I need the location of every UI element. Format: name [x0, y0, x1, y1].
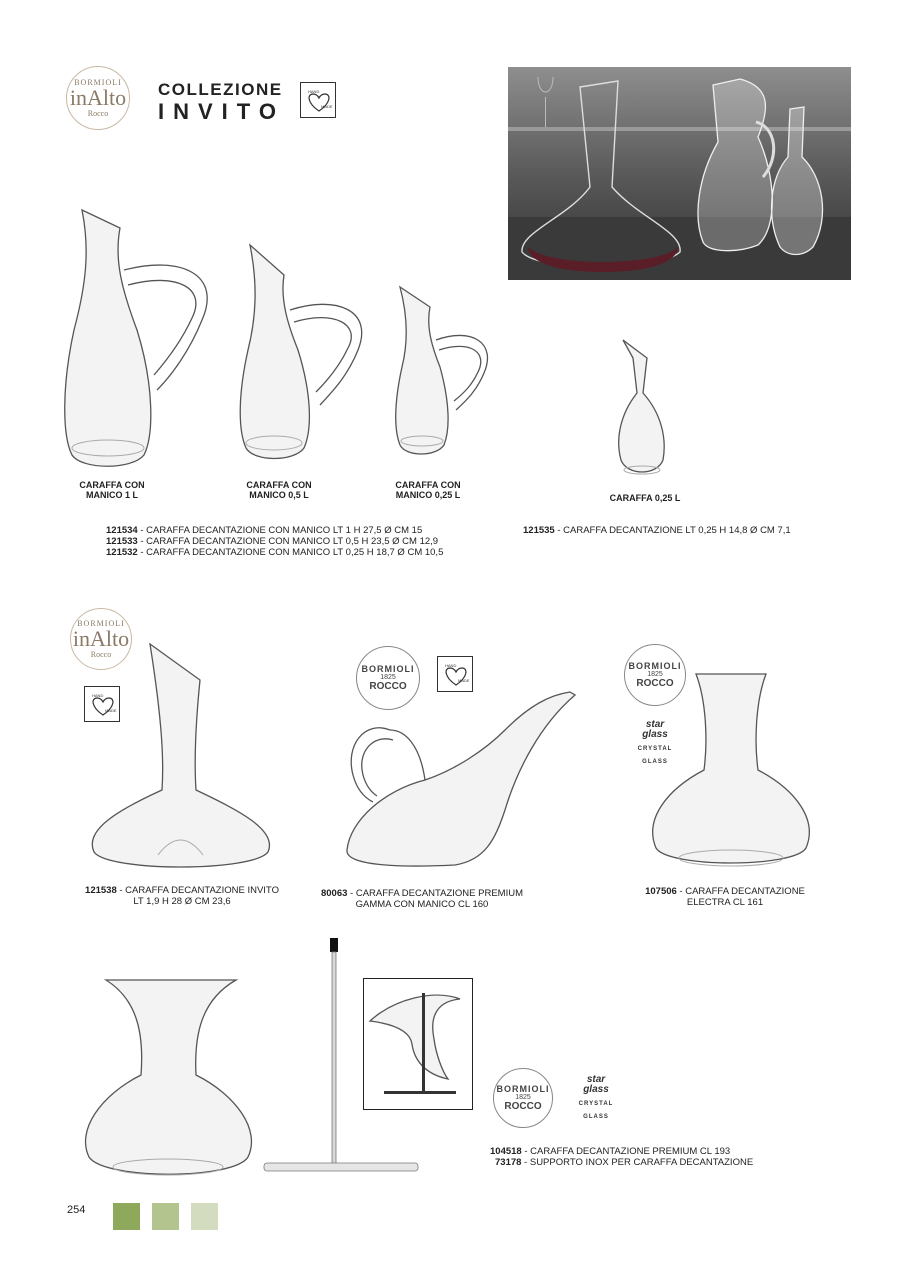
product-photo — [508, 67, 851, 280]
collection-name: INVITO — [158, 99, 285, 124]
svg-text:HAND: HAND — [445, 663, 457, 668]
handmade-icon — [300, 82, 336, 118]
caption-carafe-025l: CARAFFA 0,25 L — [609, 493, 681, 503]
list-item: 73178 - SUPPORTO INOX PER CARAFFA DECANTAZIONE — [495, 1157, 754, 1168]
list-item: 121532 - CARAFFA DECANTAZIONE CON MANICO LT 0,25 H 18,7 Ø CM 10,5 — [106, 547, 444, 558]
svg-text:MADE: MADE — [105, 708, 117, 713]
svg-text:MADE: MADE — [458, 678, 470, 683]
color-swatch — [152, 1203, 179, 1230]
decanter-electra-image — [646, 670, 816, 875]
product-item-carafe: 121535 - CARAFFA DECANTAZIONE LT 0,25 H 14,8 Ø CM 7,1 — [523, 525, 791, 536]
carafe-025l-image — [607, 338, 677, 483]
bormioli-rocco-logo: BORMIOLI 1825 ROCCO — [356, 646, 420, 710]
caption-pitcher-025l: CARAFFA CON MANICO 0,25 L — [395, 480, 461, 500]
bormioli-rocco-logo: BORMIOLI 1825 ROCCO — [493, 1068, 553, 1128]
product-item-gamma: 80063 - CARAFFA DECANTAZIONE PREMIUM GAMMA CON MANICO CL 160 — [320, 888, 523, 910]
pitcher-025l-image — [392, 285, 502, 470]
color-swatch — [113, 1203, 140, 1230]
handmade-icon — [437, 656, 473, 692]
pitcher-1l-image — [62, 200, 222, 475]
collection-label: COLLEZIONE — [158, 80, 283, 99]
decanter-gamma-image — [335, 690, 580, 870]
svg-text:MADE: MADE — [321, 104, 333, 109]
product-list-premium — [490, 1146, 753, 1168]
color-swatch — [191, 1203, 218, 1230]
caption-pitcher-1l: CARAFFA CON MANICO 1 L — [79, 480, 145, 500]
pitcher-05l-image — [236, 240, 376, 470]
page-number: 254 — [67, 1204, 86, 1216]
stand-detail-inset — [363, 978, 473, 1110]
list-item: 121534 - CARAFFA DECANTAZIONE CON MANICO LT 1 H 27,5 Ø CM 15 — [106, 525, 423, 536]
product-list-pitchers — [106, 525, 443, 558]
star-glass-badge: star glass CRYSTAL GLASS — [637, 719, 673, 765]
caption-pitcher-05l: CARAFFA CON MANICO 0,5 L — [246, 480, 312, 500]
product-item-electra: 107506 - CARAFFA DECANTAZIONE ELECTRA CL 161 — [645, 886, 805, 908]
inalto-logo: BORMIOLI inAlto Rocco — [66, 66, 130, 130]
product-item-invito: 121538 - CARAFFA DECANTAZIONE INVITO LT 1,9 H 28 Ø CM 23,6 — [85, 885, 279, 907]
svg-text:HAND: HAND — [308, 89, 320, 94]
decanter-invito-image — [88, 640, 278, 880]
inalto-logo-small: BORMIOLI inAlto Rocco — [70, 608, 132, 670]
svg-text:HAND: HAND — [92, 693, 104, 698]
decanter-premium-image — [76, 975, 261, 1190]
list-item: 104518 - CARAFFA DECANTAZIONE PREMIUM CL 193 — [490, 1146, 731, 1157]
bormioli-rocco-logo: BORMIOLI 1825 ROCCO — [624, 644, 686, 706]
list-item: 121533 - CARAFFA DECANTAZIONE CON MANICO LT 0,5 H 23,5 Ø CM 12,9 — [106, 536, 439, 547]
star-glass-badge: star glass CRYSTAL GLASS — [578, 1074, 614, 1120]
